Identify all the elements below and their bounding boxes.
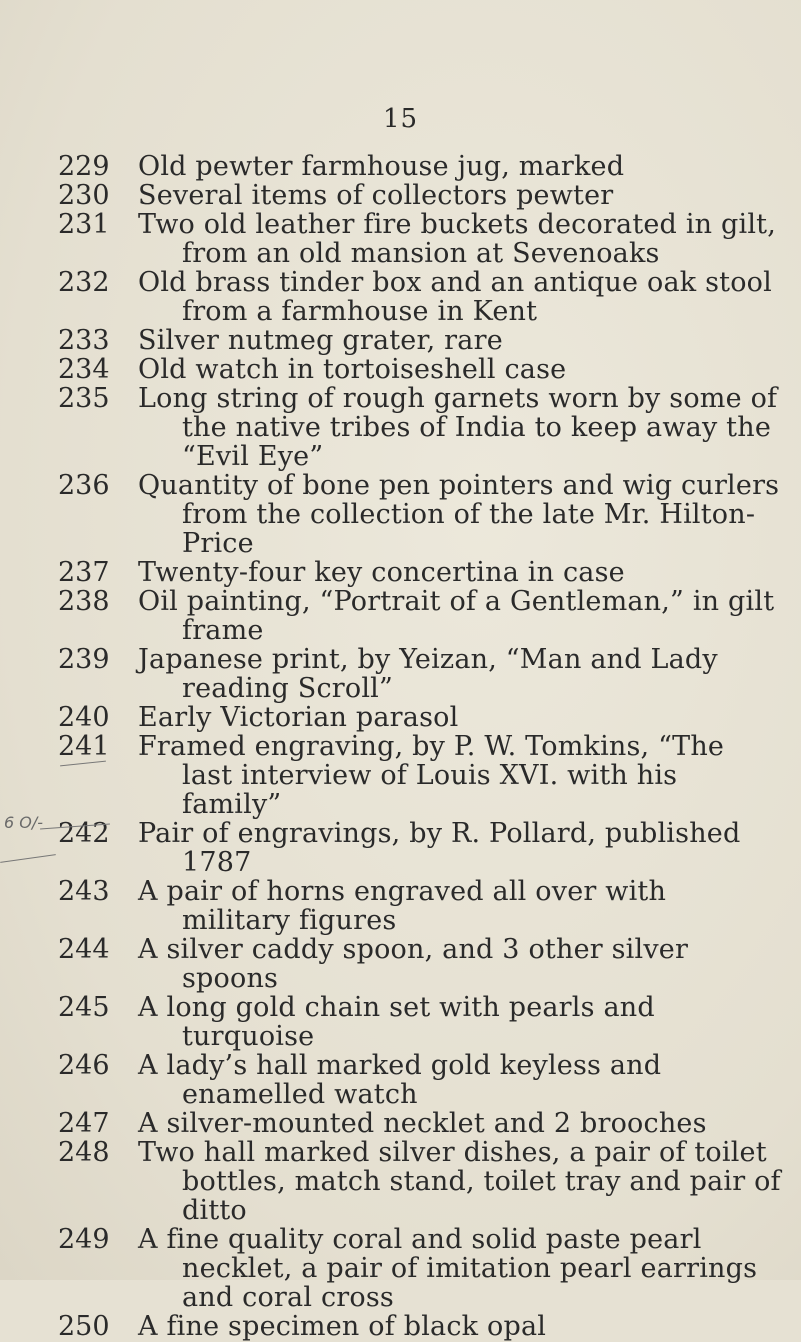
lot-number: 239 [58, 644, 110, 675]
lot-entry [58, 326, 783, 355]
lot-description: A silver-mounted necklet and 2 brooches [138, 1108, 707, 1139]
lot-number: 250 [58, 1311, 110, 1342]
lot-number: 240 [58, 702, 110, 733]
lot-description: Two hall marked silver dishes, a pair of toilet bottles, match stand, toilet tray and pair of ditto [138, 1137, 781, 1226]
lot-number: 245 [58, 992, 110, 1023]
lot-number: 241 [58, 731, 110, 762]
lot-number: 235 [58, 383, 110, 414]
lot-number: 233 [58, 325, 110, 356]
lot-entry [58, 210, 783, 268]
lot-description: Old pewter farmhouse jug, marked [138, 151, 625, 182]
lot-description: Pair of engravings, by R. Pollard, published 1787 [138, 818, 741, 878]
lot-entry [58, 587, 783, 645]
lot-description: A fine specimen of black opal [138, 1311, 547, 1342]
lot-description: Long string of rough garnets worn by some of the native tribes of India to keep away the “Evil Eye” [138, 383, 778, 472]
lot-number: 243 [58, 876, 110, 907]
lot-entry [58, 181, 783, 210]
lot-number: 248 [58, 1137, 110, 1168]
lot-description: A fine quality coral and solid paste pearl necklet, a pair of imitation pearl earrings and coral cross [138, 1224, 758, 1313]
lot-number: 247 [58, 1108, 110, 1139]
lot-entry [58, 558, 783, 587]
lot-description: Old brass tinder box and an antique oak stool from a farmhouse in Kent [138, 267, 772, 327]
lot-list [58, 152, 783, 1341]
lot-number: 231 [58, 209, 110, 240]
lot-number: 229 [58, 151, 110, 182]
lot-number: 230 [58, 180, 110, 211]
lot-entry [58, 703, 783, 732]
lot-entry [58, 1138, 783, 1225]
lot-entry [58, 819, 783, 877]
lot-description: Early Victorian parasol [138, 702, 459, 733]
lot-description: A silver caddy spoon, and 3 other silver spoons [138, 934, 689, 994]
lot-entry [58, 993, 783, 1051]
lot-description: Twenty-four key concertina in case [138, 557, 625, 588]
lot-entry [58, 645, 783, 703]
lot-entry [58, 471, 783, 558]
lot-entry [58, 1225, 783, 1312]
lot-entry [58, 384, 783, 471]
lot-entry [58, 355, 783, 384]
lot-description: A lady’s hall marked gold keyless and enamelled watch [138, 1050, 662, 1110]
handwritten-margin-note: 6 O/- [4, 813, 44, 832]
lot-number: 242 [58, 818, 110, 849]
lot-entry [58, 935, 783, 993]
lot-description: Framed engraving, by P. W. Tomkins, “The last interview of Louis XVI. with his family” [138, 731, 725, 820]
lot-entry [58, 268, 783, 326]
lot-description: Oil painting, “Portrait of a Gentleman,” in gilt frame [138, 586, 775, 646]
page-number: 15 [382, 104, 419, 134]
lot-description: Silver nutmeg grater, rare [138, 325, 503, 356]
lot-description: A long gold chain set with pearls and turquoise [138, 992, 655, 1052]
lot-number: 234 [58, 354, 110, 385]
lot-description: Two old leather fire buckets decorated in gilt, from an old mansion at Sevenoaks [138, 209, 777, 269]
lot-entry [58, 877, 783, 935]
pencil-stroke [0, 854, 56, 863]
lot-number: 238 [58, 586, 110, 617]
lot-number: 249 [58, 1224, 110, 1255]
lot-description: Japanese print, by Yeizan, “Man and Lady reading Scroll” [138, 644, 718, 704]
lot-number: 246 [58, 1050, 110, 1081]
lot-description: Old watch in tortoiseshell case [138, 354, 567, 385]
lot-entry [58, 1312, 783, 1341]
lot-entry [58, 732, 783, 819]
lot-entry [58, 1109, 783, 1138]
lot-description: Several items of collectors pewter [138, 180, 614, 211]
lot-number: 232 [58, 267, 110, 298]
lot-description: A pair of horns engraved all over with military figures [138, 876, 667, 936]
lot-entry [58, 1051, 783, 1109]
lot-entry [58, 152, 783, 181]
lot-description: Quantity of bone pen pointers and wig curlers from the collection of the late Mr. Hilton-Price [138, 470, 780, 559]
lot-number: 237 [58, 557, 110, 588]
lot-number: 236 [58, 470, 110, 501]
lot-number: 244 [58, 934, 110, 965]
